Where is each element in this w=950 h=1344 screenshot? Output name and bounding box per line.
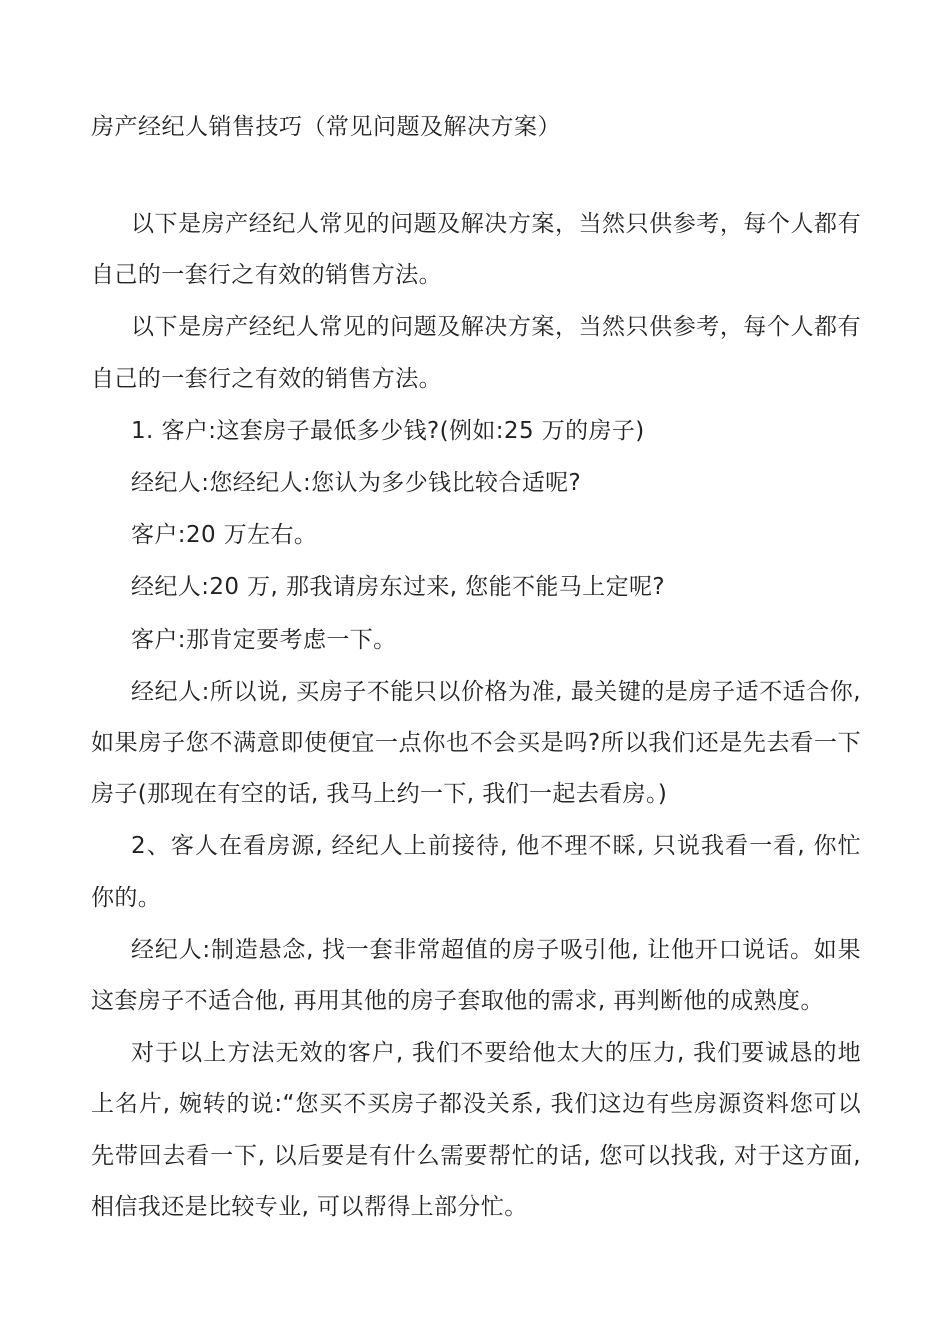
paragraph-intro-repeat: 以下是房产经纪人常见的问题及解决方案，当然只供参考，每个人都有自己的一套行之有效的销售方法。: [91, 314, 861, 392]
paragraph-q1-customer-consider: 客户:那肯定要考虑一下。: [131, 626, 397, 653]
document-title: 房产经纪人销售技巧（常见问题及解决方案）: [91, 114, 561, 140]
paragraph-q2: 2、客人在看房源, 经纪人上前接待, 他不理不睬, 只说我看一看, 你忙你的。: [91, 833, 861, 911]
paragraph-intro: 以下是房产经纪人常见的问题及解决方案，当然只供参考，每个人都有自己的一套行之有效的销售方法。: [91, 211, 861, 289]
document-body: [91, 199, 861, 1234]
paragraph-q1-agent-followup: 经纪人:20 万, 那我请房东过来, 您能不能马上定呢?: [131, 574, 665, 601]
paragraph-q1-customer: 1. 客户:这套房子最低多少钱?(例如:25 万的房子): [131, 417, 645, 444]
paragraph-q1-agent-answer: 经纪人:所以说, 买房子不能只以价格为准, 最关键的是房子适不适合你, 如果房子您不满意即使便宜一点你也不会买是吗?所以我们还是先去看一下房子(那现在有空的话, 我马上约一下, 我们一起去看房。): [91, 678, 861, 808]
paragraph-q1-customer-reply: 客户:20 万左右。: [131, 522, 318, 549]
paragraph-q2-fallback: 对于以上方法无效的客户, 我们不要给他太大的压力, 我们要诚恳的地上名片, 婉转的说:“您买不买房子都没关系, 我们这边有些房源资料您可以先带回去看一下, 以后要是有什么需要帮忙的话, 您可以找我, 对于这方面, 相信我还是比较专业, 可以帮得上部分忙。: [91, 1040, 861, 1220]
paragraph-q2-agent: 经纪人:制造悬念, 找一套非常超值的房子吸引他, 让他开口说话。如果这套房子不适合他, 再用其他的房子套取他的需求, 再判断他的成熟度。: [91, 936, 861, 1015]
paragraph-q1-agent: 经纪人:您经纪人:您认为多少钱比较合适呢?: [131, 470, 582, 497]
